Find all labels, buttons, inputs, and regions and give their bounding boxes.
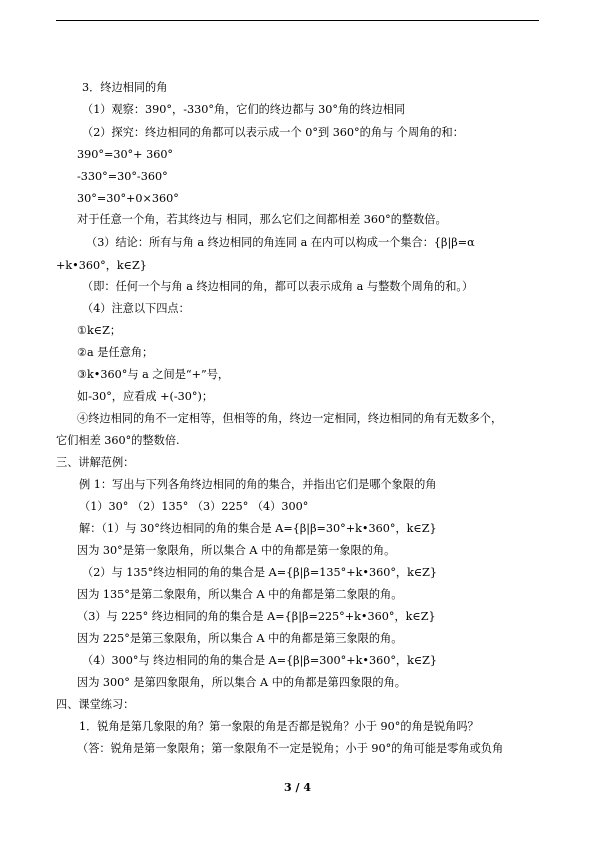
line-29: 四、课堂练习：: [56, 698, 135, 711]
line-10: （即：任何一个与角 a 终边相同的角，都可以表示成角 a 与整数个周角的和。）: [82, 280, 474, 293]
line-13: ②a 是任意角；: [77, 346, 154, 359]
line-06: 30°=30°+0×360°: [77, 192, 179, 205]
line-14: ③k•360°与 a 之间是“+”号，: [77, 368, 230, 381]
page-number: 3 / 4: [284, 781, 311, 794]
line-07: 对于任意一个角，若其终边与 相同，那么它们之间都相差 360°的整数倍。: [77, 213, 447, 226]
line-28: 因为 300° 是第四象限角，所以集合 A 中的角都是第四象限的角。: [77, 676, 406, 689]
line-23: （2）与 135°终边相同的角的集合是 A={β|β=135°+k•360°，k∈Z}: [82, 566, 438, 579]
line-20: （1）30° （2）135° （3）225° （4）300°: [79, 500, 309, 513]
line-02: （1）观察：390°，-330°角，它们的终边都与 30°角的终边相同: [82, 103, 406, 116]
line-03: （2）探究：终边相同的角都可以表示成一个 0°到 360°的角与 个周角的和：: [82, 126, 464, 139]
line-19: 例 1：写出与下列各角终边相同的角的集合，并指出它们是哪个象限的角: [79, 478, 437, 491]
top-rule: [56, 20, 539, 21]
line-31: （答：锐角是第一象限角；第一象限角不一定是锐角；小于 90°的角可能是零角或负角: [77, 742, 504, 755]
line-09: +k•360°，k∈Z}: [56, 259, 147, 272]
line-16: ④终边相同的角不一定相等，但相等的角，终边一定相同，终边相同的角有无数多个，: [77, 412, 503, 425]
line-08: （3）结论：所有与角 a 终边相同的角连同 a 在内可以构成一个集合：{β|β=α: [86, 236, 475, 249]
line-15: 如-30°，应看成 +(-30°)；: [77, 390, 214, 403]
line-01: 3．终边相同的角: [82, 81, 168, 94]
line-04: 390°=30°+ 360°: [77, 148, 174, 161]
line-22: 因为 30°是第一象限角，所以集合 A 中的角都是第一象限的角。: [77, 544, 396, 557]
line-26: 因为 225°是第三象限角，所以集合 A 中的角都是第三象限的角。: [77, 632, 403, 645]
line-27: （4）300°与 终边相同的角的集合是 A={β|β=300°+k•360°，k∈Z}: [82, 654, 438, 667]
line-11: （4）注意以下四点：: [82, 302, 190, 315]
line-25: （3）与 225° 终边相同的角的集合是 A={β|β=225°+k•360°，k∈Z}: [77, 610, 436, 623]
line-17: 它们相差 360°的整数倍.: [56, 434, 180, 447]
line-18: 三、讲解范例：: [56, 456, 135, 469]
line-24: 因为 135°是第二象限角，所以集合 A 中的角都是第二象限的角。: [77, 588, 403, 601]
line-30: 1．锐角是第几象限的角？第一象限的角是否都是锐角？小于 90°的角是锐角吗？: [79, 720, 479, 733]
line-05: -330°=30°-360°: [77, 170, 168, 183]
line-12: ①k∈Z；: [77, 324, 122, 337]
line-21: 解：（1）与 30°终边相同的角的集合是 A={β|β=30°+k•360°，k∈Z}: [79, 522, 437, 535]
